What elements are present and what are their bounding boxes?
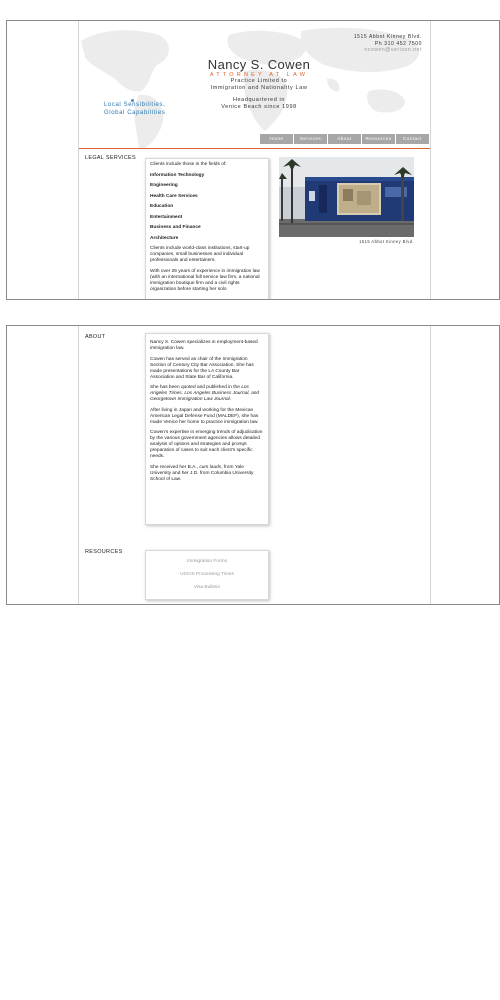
legal-services-panel	[145, 158, 269, 300]
contact-info	[354, 34, 422, 54]
nav-resources[interactable]: Resources	[362, 134, 395, 144]
field-item: Information Technology	[150, 172, 205, 178]
site-header	[79, 21, 430, 148]
header-divider	[79, 148, 430, 149]
about-p6-honor: cum lauds	[199, 464, 222, 470]
about-paragraph-1: Nancy S. Cowen specializes in employment-based immigration law.	[150, 340, 258, 351]
logo[interactable]	[179, 58, 339, 79]
nav-services[interactable]: Services	[294, 134, 327, 144]
field-item: Engineering	[150, 183, 178, 188]
right-column-divider	[430, 326, 431, 604]
practice-line-1: Practice Limited to	[230, 78, 288, 84]
visa-bulletin-link[interactable]: Visa Bulletin	[193, 585, 221, 590]
tagline	[104, 102, 165, 117]
resources-heading: RESOURCES	[85, 549, 123, 555]
about-paragraph-2: Cowen has served as chair of the Immigration Section of Century City Bar Association. She has made presentations for the LA County Bar Association and State Bar of California.	[150, 356, 254, 380]
hq-line-1: Headquartered in	[232, 97, 286, 103]
about-p6-text: She received her B.A.,	[150, 464, 200, 470]
about-paragraph-6	[150, 465, 264, 483]
about-paragraph-3	[150, 385, 264, 403]
about-p6-rest: , from Yale University and her J.D. from Columbia University School of Law.	[150, 464, 254, 482]
tagline-line-1: Local Sensibilities,	[104, 102, 166, 108]
nav-home[interactable]: Home	[260, 134, 293, 144]
practice-statement	[179, 78, 339, 92]
top-page-frame	[6, 20, 500, 300]
legal-intro: Clients include those in the fields of:	[150, 162, 227, 167]
address-line: 1515 Abbot Kinney Blvd.	[353, 34, 422, 40]
about-p3-text: She has been quoted and published in the	[150, 385, 242, 390]
legal-paragraph-1: Clients include world-class institutions, start-up companies, small businesses and individual professionals and entertainers.	[150, 246, 250, 263]
legal-services-heading: LEGAL SERVICES	[85, 155, 136, 161]
main-nav	[260, 134, 429, 144]
phone-number: Ph 310 452 7500	[374, 40, 422, 47]
about-p3-publications: Los Angeles Times, Los Angeles Business Journal, and Georgetown Immigration Law Journal.	[150, 385, 260, 402]
field-item: Health Care Services	[150, 193, 198, 199]
photo-caption: 1515 Abbot Kinney Blvd.	[359, 239, 414, 244]
about-panel	[145, 333, 269, 525]
nav-contact[interactable]: Contact	[396, 134, 429, 144]
nav-about[interactable]: About	[328, 134, 361, 144]
hq-line-2: Venice Beach since 1998	[221, 104, 297, 110]
right-column-divider	[430, 21, 431, 299]
about-paragraph-5: Cowen's expertise in emerging trends of adjudication by the various government agencies allows detailed analysis of options and strategies and prompt preparation of cases to suit each client's specific needs.	[150, 430, 263, 459]
brand-name: Nancy S. Cowen	[207, 57, 311, 72]
brand-title: ATTORNEY AT LAW	[209, 72, 309, 78]
about-heading: ABOUT	[85, 334, 106, 340]
resources-panel	[145, 550, 269, 600]
office-photo	[279, 157, 414, 237]
tagline-line-2: Global Capabilities	[104, 109, 166, 116]
left-column-divider	[78, 326, 79, 604]
field-item: Entertainment	[150, 214, 183, 220]
legal-paragraph-2: With over 25 years of experience in immigration law (with an international full service law firm, a national immigration boutique firm and a civil rights organization before starting her solo	[150, 268, 260, 292]
field-item: Architecture	[150, 235, 179, 241]
field-item: Education	[150, 204, 174, 209]
field-item: Business and Finance	[150, 225, 201, 230]
uscis-processing-times-link[interactable]: USCIS Processing Times	[180, 572, 234, 577]
bottom-page-frame	[6, 325, 500, 605]
email-link[interactable]: ncowen@verizon.net	[364, 47, 422, 53]
headquarters-statement	[179, 97, 339, 111]
practice-line-2: Immigration and Nationality Law	[210, 85, 308, 91]
immigration-forms-link[interactable]: Immigration Forms	[187, 559, 227, 564]
about-paragraph-4: After living in Japan and working for the Mexican American Legal Defense Fund (MALDEF), she has made Venice her home to practice immigration law.	[150, 407, 259, 425]
